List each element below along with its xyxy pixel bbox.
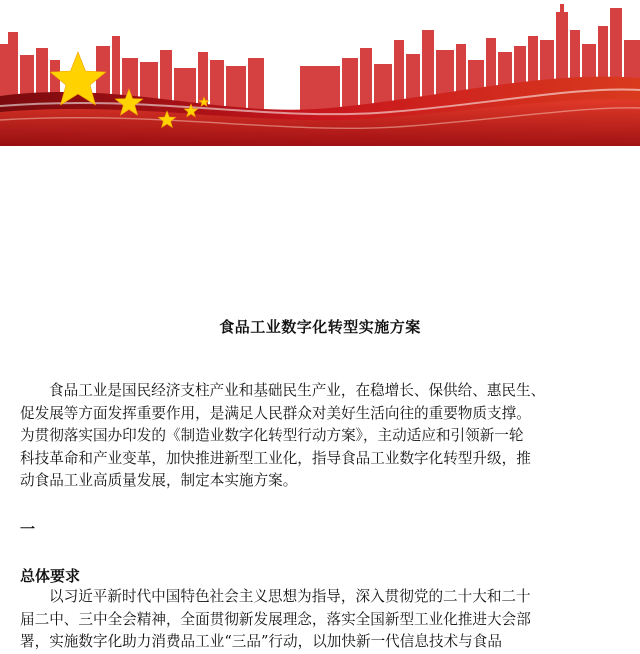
intro-line: 为贯彻落实国办印发的《制造业数字化转型行动方案》，主动适应和引领新一轮 — [20, 427, 524, 445]
intro-line: 促发展等方面发挥重要作用，是满足人民群众对美好生活向往的重要物质支撑。 — [20, 404, 531, 422]
document-title: 食品工业数字化转型实施方案 — [219, 318, 421, 336]
body-line: 署，实施数字化助力消费品工业“三品”行动，以加快新一代信息技术与食品 — [20, 633, 502, 651]
header-banner — [0, 0, 640, 146]
section-number: 一 — [20, 520, 36, 538]
stars-and-skyline-banner — [0, 0, 640, 146]
body-line: 届二中、三中全会精神，全面贯彻新发展理念，落实全国新型工业化推进大会部 — [20, 610, 531, 628]
intro-line: 科技革命和产业变革，加快推进新型工业化，指导食品工业数字化转型升级，推 — [20, 449, 531, 467]
section-heading: 总体要求 — [20, 567, 81, 585]
body-paragraph — [20, 586, 622, 654]
intro-line: 食品工业是国民经济支柱产业和基础民生产业，在稳增长、保供给、惠民生、 — [49, 382, 546, 399]
intro-line: 动食品工业高质量发展，制定本实施方案。 — [20, 472, 298, 490]
body-line: 以习近平新时代中国特色社会主义思想为指导，深入贯彻党的二十大和二十 — [49, 588, 531, 605]
intro-paragraph — [20, 380, 622, 493]
